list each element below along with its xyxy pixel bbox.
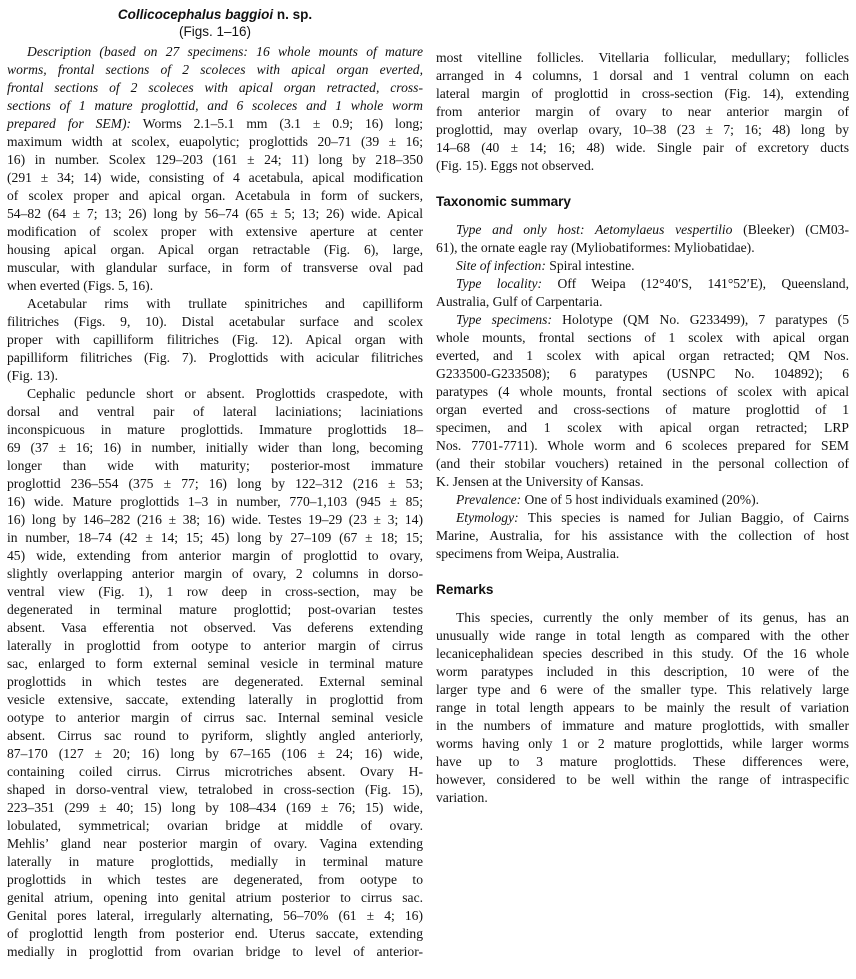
text-line: laterally in mature proglottids, medially in terminal mature <box>7 854 423 869</box>
section-heading-taxonomic-summary: Taxonomic summary <box>436 194 571 209</box>
section-heading-remarks: Remarks <box>436 582 494 597</box>
text-line: housing apical organ. Apical organ retractable (Fig. 6), large, <box>7 242 423 257</box>
taxonomic-summary-section <box>436 221 849 563</box>
text-line: medially in proglottid from ovarian bridge to level of anterior- <box>7 944 423 959</box>
text-line: genital atrium, opening into genital atrium posterior to cirrus sac. <box>7 890 423 905</box>
text-line: Australia, Gulf of Carpentaria. <box>436 294 603 309</box>
text-line: Mehlis’ gland near posterior margin of ovary. Vagina extending <box>7 836 423 851</box>
right-column <box>436 0 849 807</box>
text-line: arranged in 4 columns, 1 dorsal and 1 ventral column on each <box>436 68 849 83</box>
text-line: (Fig. 13). <box>7 368 58 383</box>
text-line: from anterior margin of ovary to near anterior margin of <box>436 104 849 119</box>
text-line: however, considered to be well within the range of intraspecific <box>436 772 849 787</box>
text-line: Description (based on 27 specimens: 16 whole mounts of mature <box>27 44 423 59</box>
text-line: absent. Cirrus sac round to pyriform, slightly angled anteriorly, <box>7 728 423 743</box>
text-line: worms, frontal sections of 2 scoleces with apical organ everted, <box>7 62 423 77</box>
figure-reference: (Figs. 1–16) <box>178 24 252 39</box>
text-line: lateral margin of proglottid in cross-section (Fig. 14), extending <box>436 86 849 101</box>
text-line: 61), the ornate eagle ray (Myliobatiformes: Myliobatidae). <box>436 240 755 255</box>
text-run: Worms 2.1–5.1 mm (3.1 ± 0.9; 16) long; <box>131 116 423 131</box>
text-line: 54–82 (64 ± 7; 13; 26) long by 56–74 (65 ± 5; 13; 26) wide. Apical <box>7 206 423 221</box>
text-line: slightly overlapping anterior margin of ovary, 2 columns in dorso- <box>7 566 423 581</box>
specimens-line <box>436 311 849 329</box>
site-line <box>436 257 849 275</box>
text-line: everted, and 1 scolex with apical organ retracted; QM Nos. <box>436 348 849 363</box>
text-line: variation. <box>436 790 488 805</box>
text-line: worm paratypes included in this description, 10 were of the <box>436 664 849 679</box>
text-line: range in total length appears to be mainly the result of variation <box>436 700 849 715</box>
host-line <box>436 221 849 239</box>
text-line: paratypes (4 whole mounts, frontal sections of scolex with apical <box>436 384 849 399</box>
text-line: Genital pores lateral, irregularly alternating, 56–70% (61 ± 4; 16) <box>7 908 423 923</box>
text-line: specimen, and 1 scolex with apical organ retracted; LRP <box>436 420 849 435</box>
text-line: Marine, Australia, for his assistance with the collection of host <box>436 528 849 543</box>
text-line: proglottids in which testes are degenerated. External seminal <box>7 674 423 689</box>
text-line: modification of scolex proper with extensive aperture at center <box>7 224 423 239</box>
text-run: (Bleeker) (CM03- <box>732 222 849 237</box>
etymology-label: Etymology: <box>456 510 519 525</box>
etymology-line <box>436 509 849 527</box>
prevalence-line <box>436 491 849 509</box>
locality-label: Type locality: <box>456 276 543 291</box>
site-value: Spiral intestine. <box>545 258 635 273</box>
text-line: 16) in number. Scolex 129–203 (161 ± 24; 11) long by 218–350 <box>7 152 423 167</box>
surface-features-paragraph <box>7 295 423 385</box>
remarks-paragraph <box>436 609 849 807</box>
text-line: 87–170 (127 ± 20; 16) long by 67–165 (106 ± 24; 16) wide, <box>7 746 423 761</box>
text-line: (and their stobilar vouchers) retained in the personal collection of <box>436 456 849 471</box>
text-line: whole mounts, frontal sections of 1 scolex with apical organ <box>436 330 849 345</box>
text-line: when everted (Figs. 5, 16). <box>7 278 154 293</box>
text-line: filitriches (Figs. 9, 10). Distal acetabular surface and scolex <box>7 314 423 329</box>
host-species: Aetomylaeus vespertilio <box>594 222 733 237</box>
text-line: lecanicephalidean species described in this study. Of the 16 whole <box>436 646 849 661</box>
site-label: Site of infection: <box>456 258 546 273</box>
text-line: vesicle extensive, saccate, extending laterally in proglottid from <box>7 692 423 707</box>
text-line: (291 ± 34; 14) wide, consisting of 4 acetabula, apical modification <box>7 170 423 185</box>
text-line: 16) wide. Mature proglottids 1–3 in number, 770–1,103 (945 ± 85; <box>7 494 423 509</box>
text-line: K. Jensen at the University of Kansas. <box>436 474 644 489</box>
text-line: 45) wide, extending from anterior margin of proglottid to ovary, <box>7 548 423 563</box>
text-line: 16) long by 146–282 (216 ± 38; 16) wide. Testes 19–29 (23 ± 3; 14) <box>7 512 423 527</box>
left-column <box>7 0 423 961</box>
text-line: 69 (37 ± 16; 16) in number, initially wider than long, becoming <box>7 440 423 455</box>
description-paragraph <box>7 43 423 295</box>
text-run: Off Weipa (12°40′S, 141°52′E), Queensland, <box>542 276 850 291</box>
text-line: This species, currently the only member of its genus, has an <box>456 610 849 625</box>
text-line: ventral view (Fig. 1), 1 row deep in cross-section, may be <box>7 584 423 599</box>
text-line: of proglottid length from posterior end. Uterus saccate, extending <box>7 926 423 941</box>
text-line: sections of 1 mature proglottid, and 6 scoleces and 1 whole worm <box>7 98 423 113</box>
text-line: (Fig. 15). Eggs not observed. <box>436 158 595 173</box>
text-line: absent. Vasa efferentia not observed. Vas deferens extending <box>7 620 423 635</box>
text-line: of scolex proper and apical organ. Acetabula in form of suckers, <box>7 188 423 203</box>
text-line: worms having only 1 or 2 mature proglottids, while larger worms <box>436 736 849 751</box>
prevalence-label: Prevalence: <box>456 492 522 507</box>
text-line: 14–68 (40 ± 14; 16; 48) wide. Single pair of excretory ducts <box>436 140 849 155</box>
text-line: shaped in dorso-ventral view, tetralobed in cross-section (Fig. 15), <box>7 782 423 797</box>
species-title <box>7 6 423 23</box>
text-line: proglottids in which testes are degenerated, from ootype to <box>7 872 423 887</box>
text-run: This species is named for Julian Baggio, of Cairns <box>518 510 849 525</box>
text-run: Holotype (QM No. G233499), 7 paratypes (5 <box>552 312 849 327</box>
text-line: in number, 18–74 (42 ± 14; 15; 45) long by 27–109 (67 ± 18; 15; <box>7 530 423 545</box>
text-line: have up to 3 mature proglottids. These differences were, <box>436 754 849 769</box>
text-line: papilliform filitriches (Fig. 7). Proglottids with acicular filitriches <box>7 350 423 365</box>
text-line: dorsal and ventral pair of lateral laciniations; laciniations <box>7 404 423 419</box>
species-suffix: n. sp. <box>273 7 313 22</box>
text-line <box>7 115 423 133</box>
text-line: longer than wide with maturity; posterior-most immature <box>7 458 423 473</box>
text-line: muscular, with glandular surface, in form of transverse oval pad <box>7 260 423 275</box>
prevalence-value: One of 5 host individuals examined (20%). <box>521 492 760 507</box>
proglottid-anatomy-paragraph <box>7 385 423 961</box>
text-line: maximum width at scolex, euapolytic; proglottids 20–71 (39 ± 16; <box>7 134 423 149</box>
text-line: proper with capilliform filitriches (Fig. 12). Apical organ with <box>7 332 423 347</box>
text-line: containing coiled cirrus. Cirrus microtriches absent. Ovary H- <box>7 764 423 779</box>
text-line: larger type and 6 were of the smaller type. This relatively large <box>436 682 849 697</box>
text-line: laterally in proglottid from ootype to anterior margin of cirrus <box>7 638 423 653</box>
text-line: sac, enlarged to form external seminal vesicle in terminal mature <box>7 656 423 671</box>
text-line: G233500-G233508); 6 paratypes (USNPC No. 104892); 6 <box>436 366 849 381</box>
text-line: Cephalic peduncle short or absent. Proglottids craspedote, with <box>27 386 423 401</box>
text-line: inconspicuous in mature proglottids. Immature proglottids 18– <box>7 422 423 437</box>
vitellaria-paragraph <box>436 49 849 175</box>
text-line: unusually wide range in total length as compared with the other <box>436 628 849 643</box>
text-line: 223–351 (299 ± 40; 15) long by 108–434 (169 ± 76; 15) wide, <box>7 800 423 815</box>
text-line: organ everted and cross-sections of mature proglottid of 1 <box>436 402 849 417</box>
host-label: Type and only host: <box>456 222 595 237</box>
specimens-label: Type specimens: <box>456 312 552 327</box>
text-line: most vitelline follicles. Vitellaria follicular, medullary; follicles <box>436 50 849 65</box>
italic-label: prepared for SEM): <box>7 116 132 131</box>
locality-line <box>436 275 849 293</box>
text-line: degenerated in terminal mature proglottid; post-ovarian testes <box>7 602 423 617</box>
species-title-block <box>7 0 423 40</box>
text-line: lobulated, symmetrical; ovarian bridge at middle of ovary. <box>7 818 423 833</box>
text-line: Nos. 7701-7711). Whole worm and 6 scoleces prepared for SEM <box>436 438 849 453</box>
text-line: in the numbers of immature and mature proglottids, with smaller <box>436 718 849 733</box>
text-line: proglottid 236–554 (375 ± 77; 16) long by 122–312 (216 ± 53; <box>7 476 423 491</box>
text-line: specimens from Weipa, Australia. <box>436 546 620 561</box>
text-line: Acetabular rims with trullate spinitriches and capilliform <box>27 296 423 311</box>
text-line: frontal sections of 2 scoleces with apical organ retracted, cross- <box>7 80 423 95</box>
text-line: proglottid, may overlap ovary, 10–38 (23 ± 7; 16; 48) long by <box>436 122 849 137</box>
text-line: ootype to anterior margin of cirrus sac. Internal seminal vesicle <box>7 710 423 725</box>
species-name: Collicocephalus baggioi <box>117 7 274 22</box>
